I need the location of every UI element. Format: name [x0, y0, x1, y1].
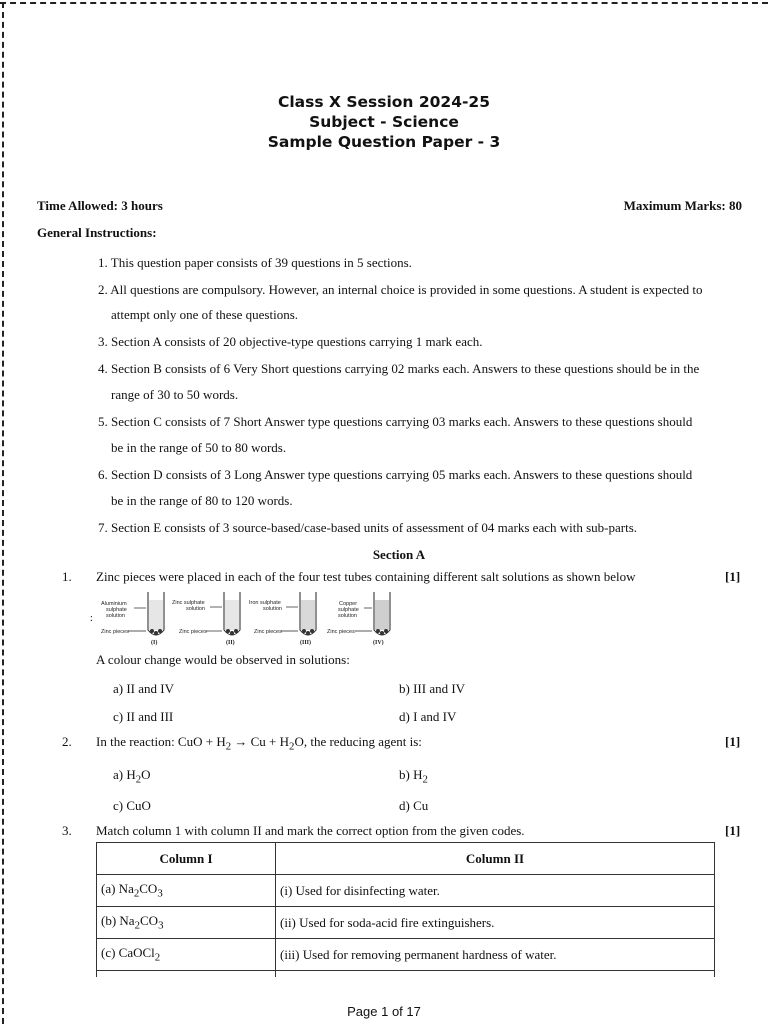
column-1-header: Column I: [97, 843, 276, 875]
instruction-line: 7. Section E consists of 3 source-based/case-based units of assessment of 04 marks each with sub-parts.: [98, 520, 638, 535]
match-table: [96, 842, 715, 977]
instruction-line: 5. Section C consists of 7 Short Answer type questions carrying 03 marks each. Answers to these questions should: [98, 414, 693, 429]
header-paper-title: Sample Question Paper - 3: [267, 133, 501, 151]
time-allowed: Time Allowed: 3 hours: [37, 198, 163, 213]
figure-colon: :: [90, 613, 93, 624]
instruction-line: 3. Section A consists of 20 objective-type questions carrying 1 mark each.: [98, 334, 483, 349]
tube-2-label: solution: [186, 606, 205, 612]
tube-3-label: solution: [263, 606, 282, 612]
q1-marks: [1]: [725, 569, 741, 584]
tube-1-zinc-label: Zinc pieces: [101, 629, 129, 635]
column-1-cell: (a) $Na_2CO_3$: [97, 875, 276, 907]
instruction-line: 2. All questions are compulsory. However, an internal choice is provided in some questions. A student is expected to: [98, 282, 703, 297]
test-tube-2: [172, 592, 240, 646]
tube-1-label: Aluminium: [101, 601, 127, 607]
header-class-session: Class X Session 2024-25: [277, 93, 490, 111]
table-row-partial: [97, 971, 715, 978]
instruction-line: be in the range of 80 to 120 words.: [111, 493, 293, 508]
tube-2-zinc-label: Zinc pieces: [179, 629, 207, 635]
q1-option-b: b) III and IV: [399, 681, 466, 696]
tube-1-label: solution: [106, 613, 125, 619]
column-2-cell: (i) Used for disinfecting water.: [276, 875, 715, 907]
tube-3-roman: (III): [300, 640, 312, 646]
instruction-line: 6. Section D consists of 3 Long Answer type questions carrying 05 marks each. Answers to these questions should: [98, 467, 693, 482]
instruction-line: range of 30 to 50 words.: [111, 387, 239, 402]
q2-option-c: c) CuO: [113, 798, 151, 813]
tube-3-label: Iron sulphate: [249, 600, 281, 606]
q3-marks: [1]: [725, 823, 741, 838]
q1-test-tubes-figure: [88, 588, 398, 648]
tube-4-label: sulphate: [338, 607, 359, 613]
table-row: [97, 907, 715, 939]
tube-1-label: sulphate: [106, 607, 127, 613]
column-2-cell: (iii) Used for removing permanent hardness of water.: [276, 939, 715, 971]
table-row: [97, 939, 715, 971]
tube-4-label: Copper: [339, 601, 358, 607]
q2-number: 2.: [62, 734, 72, 749]
section-a-title: Section A: [372, 547, 426, 562]
q3-text: Match column 1 with column II and mark the correct option from the given codes.: [96, 823, 525, 838]
instruction-line: be in the range of 50 to 80 words.: [111, 440, 287, 455]
dashed-border-left: [2, 2, 4, 1024]
q1-number: 1.: [62, 569, 72, 584]
q1-followup: A colour change would be observed in solutions:: [96, 652, 350, 667]
tube-2-label: Zinc sulphate: [172, 600, 205, 606]
q2-option-a: a) $H_2O$: [113, 767, 151, 786]
column-1-cell: (c) CaOCl$_2$: [97, 939, 276, 971]
tube-4-roman: (IV): [373, 640, 384, 646]
test-tube-3: [249, 592, 316, 646]
column-2-cell: (ii) Used for soda-acid fire extinguishers.: [276, 907, 715, 939]
q2-marks: [1]: [725, 734, 741, 749]
q2-text: In the reaction: CuO + $H_2 \to Cu + H_2O$, the reducing agent is:: [96, 734, 422, 753]
instruction-line: 4. Section B consists of 6 Very Short questions carrying 02 marks each. Answers to these questions should be in the: [98, 361, 700, 376]
dashed-border-top: [0, 2, 768, 4]
tube-1-roman: (I): [151, 640, 158, 646]
column-1-cell: (b) $Na_2CO_3$: [97, 907, 276, 939]
page-footer: Page 1 of 17: [347, 1004, 421, 1019]
tube-3-zinc-label: Zinc pieces: [254, 629, 282, 635]
table-header-row: [97, 843, 715, 875]
tube-4-label: solution: [338, 613, 357, 619]
q1-text: Zinc pieces were placed in each of the four test tubes containing different salt solutions as shown below: [96, 569, 636, 584]
q1-option-a: a) II and IV: [113, 681, 174, 696]
q1-option-c: c) II and III: [113, 709, 174, 724]
tube-2-roman: (II): [226, 640, 235, 646]
test-tube-4: [327, 592, 390, 646]
instruction-line: attempt only one of these questions.: [111, 307, 299, 322]
q2-option-b: b) $H_2$: [399, 767, 428, 786]
q1-option-d: d) I and IV: [399, 709, 457, 724]
general-instructions-heading: General Instructions:: [37, 225, 157, 240]
q3-number: 3.: [62, 823, 72, 838]
test-tube-1: [101, 592, 164, 646]
tube-4-zinc-label: Zinc pieces: [327, 629, 355, 635]
instruction-line: 1. This question paper consists of 39 questions in 5 sections.: [98, 255, 412, 270]
q2-option-d: d) Cu: [399, 798, 429, 813]
column-2-header: Column II: [276, 843, 715, 875]
table-row: [97, 875, 715, 907]
maximum-marks: Maximum Marks: 80: [623, 198, 742, 213]
header-subject: Subject - Science: [309, 113, 459, 131]
